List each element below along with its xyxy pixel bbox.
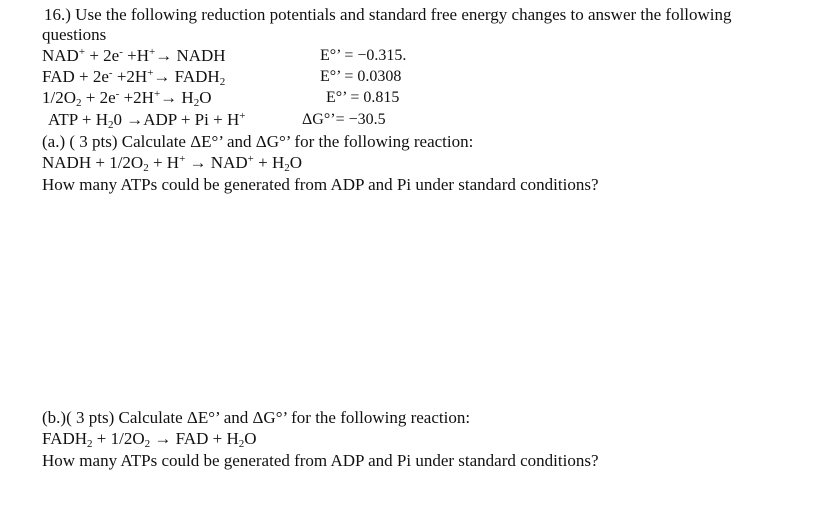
arrow-icon: → — [185, 153, 211, 172]
arrow-icon: → — [160, 88, 178, 107]
arrow-icon: → — [153, 67, 171, 86]
part-a-reaction: NADH + $1/2O_2 + H^+ \to NAD^+ + H_2O$ — [42, 153, 303, 174]
value-nad: E°’ = −0.315. — [320, 47, 407, 64]
equation-fad: FAD + $2e^- +2H^+\to FADH_2$ — [42, 67, 226, 88]
part-b-prompt: (b.)( 3 pts) Calculate ΔE°’ and ΔG°’ for the following reaction: — [42, 408, 471, 427]
value-fad: E°’ = 0.0308 — [320, 68, 402, 85]
part-b-reaction: $FADH_2 + 1/2O_2$ → FAD + $H_2O$ — [42, 429, 257, 450]
value-atp: ΔG°’= −30.5 — [302, 111, 386, 128]
value-oxygen: E°’ = 0.815 — [326, 89, 400, 106]
question-intro — [44, 5, 732, 25]
part-a-question: How many ATPs could be generated from ADP and Pi under standard conditions? — [42, 175, 599, 194]
equation-nad: NAD+ + 2e- +H+→ NADH — [42, 46, 226, 65]
intro-text-line2: questions — [42, 25, 107, 44]
equation-oxygen: $1/2O_2 + 2e^- +2H^+\to H_2O$ — [42, 88, 212, 109]
arrow-icon: → — [150, 429, 176, 448]
arrow-icon: → — [155, 46, 173, 65]
part-b-question: How many ATPs could be generated from ADP and Pi under standard conditions? — [42, 451, 599, 470]
intro-text-line1: Use the following reduction potentials and standard free energy changes to answer the following — [75, 5, 732, 24]
equation-atp: ATP + $H_20 \to ADP + Pi + H^+$ — [48, 110, 246, 131]
question-number: 16.) — [44, 5, 71, 24]
part-a-prompt: (a.) ( 3 pts) Calculate ΔE°’ and ΔG°’ for the following reaction: — [42, 132, 474, 151]
arrow-icon: → — [126, 110, 144, 129]
